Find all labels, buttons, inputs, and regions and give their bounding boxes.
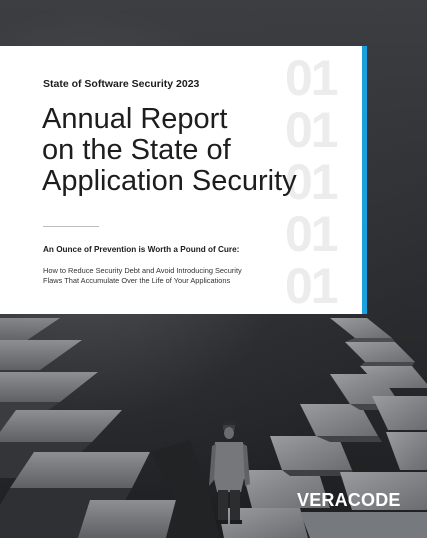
veracode-logo: VERACODE xyxy=(297,490,401,510)
description-line: Flaws That Accumulate Over the Life of Your Applications xyxy=(43,276,231,285)
digit-row: 01 xyxy=(285,206,337,262)
digit-row: 01 xyxy=(285,258,337,314)
digit-row: 01 xyxy=(285,52,337,106)
divider xyxy=(43,226,99,227)
report-description xyxy=(43,266,303,286)
title-line: on the State of xyxy=(42,134,231,166)
report-subhead: An Ounce of Prevention is Worth a Pound of Cure: xyxy=(43,245,240,254)
title-line: Application Security xyxy=(42,165,297,197)
report-eyebrow: State of Software Security 2023 xyxy=(43,78,200,90)
description-line: How to Reduce Security Debt and Avoid Introducing Security xyxy=(43,266,242,275)
digit-row: 01 xyxy=(285,154,337,210)
digit-row: 01 xyxy=(285,102,337,158)
left-staircase xyxy=(0,318,176,538)
title-line: Annual Report xyxy=(42,103,228,135)
report-title xyxy=(42,104,342,197)
